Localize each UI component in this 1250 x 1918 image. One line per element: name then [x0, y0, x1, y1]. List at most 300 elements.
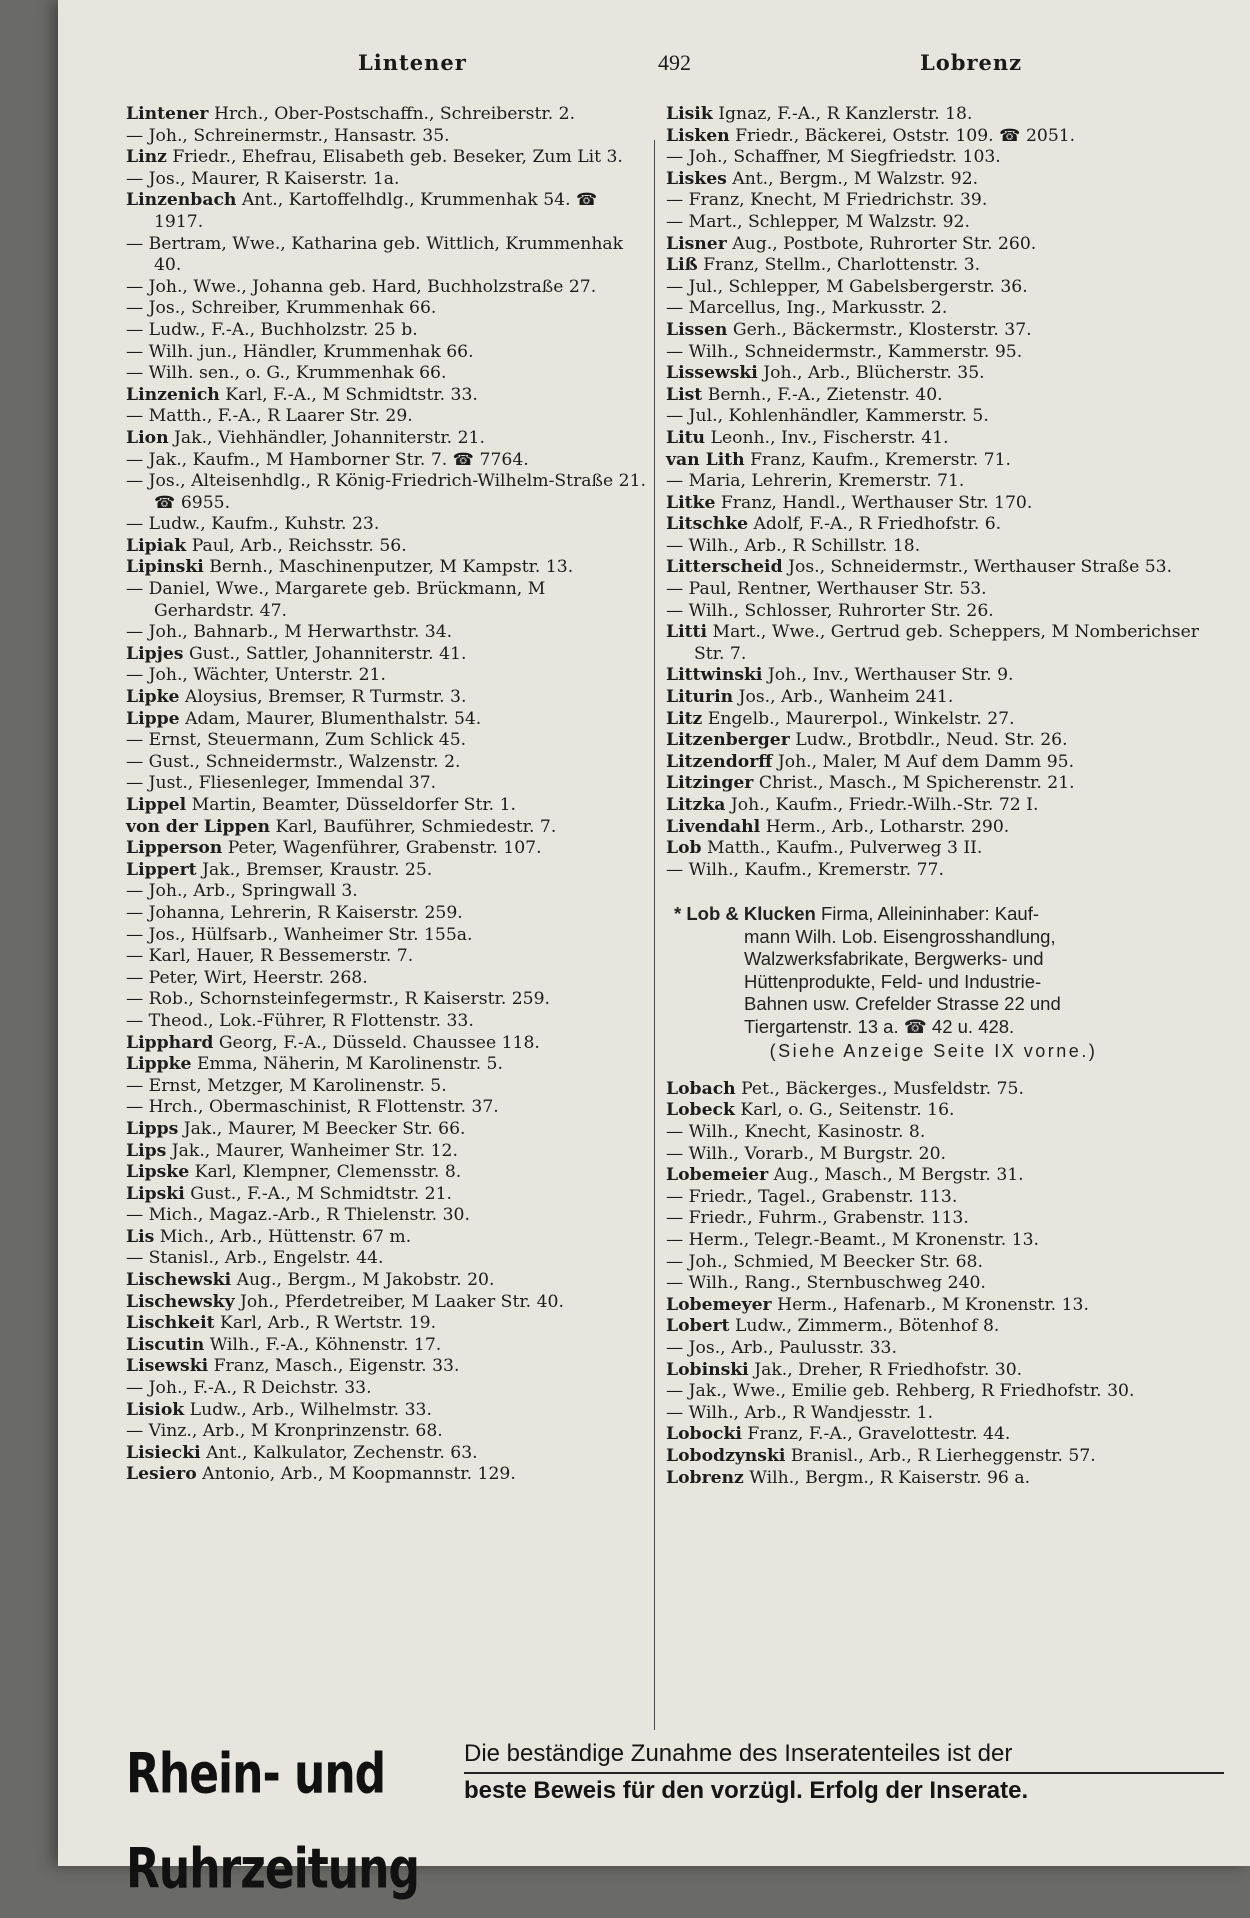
entry-details: — Ernst, Metzger, M Karolinenstr. 5.: [126, 1075, 447, 1096]
entry-details: — Joh., Schreinermstr., Hansastr. 35.: [126, 125, 450, 146]
directory-entry: [126, 406, 646, 428]
entry-surname: Linzenbach: [126, 190, 237, 211]
entry-details: Aloysius, Bremser, R Turmstr. 3.: [184, 687, 467, 708]
directory-entry: [666, 1165, 1201, 1187]
directory-entry: [126, 536, 646, 558]
directory-entry: [126, 860, 646, 882]
entry-details: Peter, Wagenführer, Grabenstr. 107.: [227, 838, 542, 859]
ad-line1: Firma, Alleininhaber: Kauf-: [821, 903, 1039, 925]
entry-surname: Lob: [666, 838, 702, 859]
entry-details: Emma, Näherin, M Karolinenstr. 5.: [196, 1054, 503, 1075]
page-header: [128, 50, 1210, 90]
directory-entry: [666, 730, 1201, 752]
directory-entry: [126, 428, 646, 450]
directory-entry: [666, 1273, 1201, 1295]
entry-details: Paul, Arb., Reichsstr. 56.: [191, 535, 407, 556]
entry-details: — Vinz., Arb., M Kronprinzenstr. 68.: [126, 1421, 443, 1442]
directory-entry: [666, 1100, 1201, 1122]
directory-entry: [126, 968, 646, 990]
entry-surname: Lipperson: [126, 838, 223, 859]
directory-entry: [666, 601, 1201, 623]
entry-details: Jos., Schneidermstr., Werthauser Straße 53.: [788, 557, 1173, 578]
entry-details: Herm., Hafenarb., M Kronenstr. 13.: [777, 1294, 1089, 1315]
entry-details: Aug., Masch., M Bergstr. 31.: [773, 1165, 1024, 1186]
directory-entry: [126, 450, 646, 472]
entry-details: Branisl., Arb., R Lierheggenstr. 57.: [790, 1445, 1096, 1466]
entry-details: Ant., Kartoffelhdlg., Krummenhak 54. ☎ 1917.: [154, 190, 598, 232]
footer-slogan-line1: Die beständige Zunahme des Inseratenteiles ist der: [464, 1737, 1224, 1774]
directory-entry: [126, 1292, 646, 1314]
entry-details: — Peter, Wirt, Heerstr. 268.: [126, 967, 368, 988]
entry-surname: Lipinski: [126, 557, 204, 578]
directory-entry: [666, 557, 1201, 579]
directory-entry: [666, 536, 1201, 558]
entry-details: — Joh., Wwe., Johanna geb. Hard, Buchholzstraße 27.: [126, 276, 597, 297]
entry-surname: List: [666, 384, 703, 405]
directory-entry: [126, 298, 646, 320]
directory-entry: [126, 557, 646, 579]
entry-details: — Jul., Kohlenhändler, Kammerstr. 5.: [666, 406, 989, 427]
entry-details: Herm., Arb., Lotharstr. 290.: [765, 816, 1010, 837]
entry-details: — Friedr., Tagel., Grabenstr. 113.: [666, 1186, 958, 1207]
ad-body-line: mann Wilh. Lob. Eisengrosshandlung,: [744, 925, 1056, 947]
entry-surname: Lippert: [126, 859, 197, 880]
entry-details: — Maria, Lehrerin, Kremerstr. 71.: [666, 471, 965, 492]
right-column-entries-bottom: [666, 1079, 1201, 1489]
directory-entry: [126, 1400, 646, 1422]
entry-surname: Lis: [126, 1226, 155, 1247]
directory-entry: [666, 1230, 1201, 1252]
directory-entry: [666, 255, 1201, 277]
entry-surname: Lipphard: [126, 1032, 214, 1053]
directory-entry: [126, 795, 646, 817]
entry-details: Joh., Kaufm., Friedr.-Wilh.-Str. 72 I.: [730, 795, 1039, 815]
entry-surname: Lipjes: [126, 643, 184, 664]
ad-body-line: Hüttenprodukte, Feld- und Industrie-: [744, 970, 1042, 992]
directory-entry: [666, 579, 1201, 601]
ad-body: [666, 926, 1201, 1039]
directory-entry: [126, 1054, 646, 1076]
entry-surname: Litterscheid: [666, 557, 783, 578]
directory-entry: [666, 1403, 1201, 1425]
page-number: 492: [658, 50, 691, 75]
directory-entry: [126, 1076, 646, 1098]
entry-details: Karl, Arb., R Wertstr. 19.: [220, 1313, 437, 1334]
entry-surname: Lobert: [666, 1316, 730, 1337]
entry-surname: Lippke: [126, 1054, 192, 1075]
directory-entry: [126, 881, 646, 903]
entry-surname: Lischewsky: [126, 1291, 235, 1312]
entry-details: Bernh., Maschinenputzer, M Kampstr. 13.: [209, 557, 574, 578]
directory-entry: [126, 385, 646, 407]
entry-details: — Paul, Rentner, Werthauser Str. 53.: [666, 579, 987, 600]
directory-entry: [666, 126, 1201, 148]
entry-details: Karl, F.-A., M Schmidtstr. 33.: [225, 384, 478, 405]
directory-entry: [126, 277, 646, 299]
entry-details: Martin, Beamter, Düsseldorfer Str. 1.: [191, 795, 517, 815]
entry-details: — Just., Fliesenleger, Immendal 37.: [126, 773, 437, 794]
directory-entry: [666, 104, 1201, 126]
entry-details: — Jul., Schlepper, M Gabelsbergerstr. 36.: [666, 276, 1028, 297]
entry-details: Adolf, F.-A., R Friedhofstr. 6.: [753, 514, 1002, 535]
entry-surname: van Lith: [666, 449, 745, 470]
entry-surname: Liskes: [666, 168, 727, 189]
entry-details: — Wilh., Knecht, Kasinostr. 8.: [666, 1122, 926, 1143]
directory-entry: [666, 1381, 1201, 1403]
entry-surname: Lipiak: [126, 535, 187, 556]
directory-entry: [126, 190, 646, 233]
directory-entry: [666, 298, 1201, 320]
entry-details: — Joh., Bahnarb., M Herwarthstr. 34.: [126, 622, 453, 643]
right-column: [666, 104, 1201, 1489]
entry-details: Mich., Arb., Hüttenstr. 67 m.: [159, 1226, 412, 1247]
directory-entry: [666, 514, 1201, 536]
directory-entry: [126, 320, 646, 342]
entry-details: — Friedr., Fuhrm., Grabenstr. 113.: [666, 1208, 969, 1229]
entry-details: Franz, Handl., Werthauser Str. 170.: [720, 492, 1033, 513]
entry-details: — Jos., Arb., Paulusstr. 33.: [666, 1338, 897, 1358]
entry-details: — Mich., Magaz.-Arb., R Thielenstr. 30.: [126, 1205, 470, 1226]
entry-surname: Lisik: [666, 104, 713, 124]
directory-entry: [126, 1421, 646, 1443]
entry-surname: Lischewski: [126, 1270, 232, 1291]
directory-entry: [666, 1079, 1201, 1101]
directory-entry: [666, 687, 1201, 709]
entry-surname: von der Lippen: [126, 816, 271, 837]
entry-surname: Lobemeier: [666, 1165, 769, 1186]
directory-entry: [666, 1187, 1201, 1209]
entry-details: — Wilh., Kaufm., Kremerstr. 77.: [666, 859, 944, 880]
entry-surname: Litti: [666, 622, 708, 643]
entry-surname: Lion: [126, 427, 169, 448]
entry-surname: Linzenich: [126, 384, 220, 405]
directory-entry: [126, 1443, 646, 1465]
entry-details: Ludw., Arb., Wilhelmstr. 33.: [189, 1399, 432, 1420]
directory-entry: [126, 752, 646, 774]
entry-details: Adam, Maurer, Blumenthalstr. 54.: [185, 708, 482, 729]
entry-surname: Lippel: [126, 795, 187, 815]
ad-firm-name: Lob & Klucken: [686, 903, 816, 925]
directory-entry: [126, 1141, 646, 1163]
directory-entry: [126, 925, 646, 947]
directory-entry: [666, 1468, 1201, 1490]
entry-surname: Litzinger: [666, 773, 754, 794]
entry-details: Aug., Bergm., M Jakobstr. 20.: [236, 1270, 495, 1291]
entry-surname: Lipps: [126, 1118, 179, 1139]
directory-entry: [126, 363, 646, 385]
column-divider: [654, 140, 655, 1730]
entry-details: — Jak., Wwe., Emilie geb. Rehberg, R Friedhofstr. 30.: [666, 1381, 1135, 1402]
entry-details: Jos., Arb., Wanheim 241.: [738, 687, 954, 708]
entry-details: — Gust., Schneidermstr., Walzenstr. 2.: [126, 751, 461, 772]
directory-entry: [666, 1446, 1201, 1468]
directory-entry: [666, 212, 1201, 234]
entry-details: — Mart., Schlepper, M Walzstr. 92.: [666, 211, 970, 232]
entry-details: — Wilh., Schneidermstr., Kammerstr. 95.: [666, 341, 1023, 362]
directory-entry: [126, 773, 646, 795]
directory-entry: [126, 1356, 646, 1378]
entry-details: Franz, Kaufm., Kremerstr. 71.: [750, 449, 1011, 470]
entry-surname: Lisner: [666, 233, 727, 254]
entry-details: Joh., Arb., Blücherstr. 35.: [763, 363, 985, 384]
entry-details: — Wilh. jun., Händler, Krummenhak 66.: [126, 341, 474, 362]
entry-details: Hrch., Ober-Postschaffn., Schreiberstr. 2.: [213, 104, 576, 124]
entry-surname: Lips: [126, 1140, 167, 1161]
entry-details: — Marcellus, Ing., Markusstr. 2.: [666, 298, 948, 319]
entry-details: — Wilh., Schlosser, Ruhrorter Str. 26.: [666, 600, 994, 621]
entry-details: Karl, o. G., Seitenstr. 16.: [740, 1100, 955, 1121]
directory-entry: [126, 817, 646, 839]
directory-entry: [666, 622, 1201, 665]
directory-entry: [126, 147, 646, 169]
ad-body-line: Walzwerksfabrikate, Bergwerks- und: [744, 948, 1044, 970]
header-left-keyword: Lintener: [358, 50, 467, 75]
entry-details: Ignaz, F.-A., R Kanzlerstr. 18.: [718, 104, 973, 124]
entry-surname: Lipke: [126, 687, 180, 708]
directory-entry: [126, 1011, 646, 1033]
directory-entry: [666, 169, 1201, 191]
entry-details: — Wilh., Vorarb., M Burgstr. 20.: [666, 1143, 947, 1164]
entry-details: Joh., Inv., Werthauser Str. 9.: [767, 665, 1014, 686]
directory-entry: [126, 730, 646, 752]
directory-entry: [126, 1205, 646, 1227]
directory-entry: [126, 1097, 646, 1119]
directory-entry: [126, 1378, 646, 1400]
directory-entry: [666, 190, 1201, 212]
ad-star: *: [674, 903, 682, 925]
entry-details: Ludw., Brotbdlr., Neud. Str. 26.: [795, 730, 1068, 751]
directory-entry: [666, 406, 1201, 428]
entry-details: Franz, Masch., Eigenstr. 33.: [213, 1356, 460, 1377]
directory-entry: [666, 320, 1201, 342]
directory-entry: [666, 363, 1201, 385]
entry-details: — Theod., Lok.-Führer, R Flottenstr. 33.: [126, 1010, 474, 1031]
entry-surname: Litzenberger: [666, 730, 790, 751]
directory-entry: [126, 1464, 646, 1486]
footer-slogan: [464, 1737, 1224, 1808]
directory-entry: [666, 1122, 1201, 1144]
entry-surname: Lisken: [666, 125, 730, 146]
directory-entry: [126, 126, 646, 148]
directory-entry: [126, 665, 646, 687]
entry-surname: Lobinski: [666, 1359, 749, 1380]
entry-surname: Lisewski: [126, 1356, 209, 1377]
entry-details: — Rob., Schornsteinfegermstr., R Kaiserstr. 259.: [126, 989, 551, 1010]
entry-details: Wilh., Bergm., R Kaiserstr. 96 a.: [749, 1467, 1031, 1488]
entry-details: Jak., Maurer, Wanheimer Str. 12.: [171, 1140, 458, 1161]
directory-entry: [126, 709, 646, 731]
entry-surname: Lesiero: [126, 1464, 197, 1485]
entry-surname: Lissewski: [666, 363, 758, 384]
entry-details: Engelb., Maurerpol., Winkelstr. 27.: [707, 708, 1015, 729]
directory-entry: [126, 687, 646, 709]
left-column: [126, 104, 646, 1486]
entry-surname: Lisiok: [126, 1399, 185, 1420]
directory-entry: [126, 234, 646, 277]
entry-details: — Herm., Telegr.-Beamt., M Kronenstr. 13.: [666, 1230, 1040, 1251]
entry-details: Ludw., Zimmerm., Bötenhof 8.: [734, 1316, 1000, 1337]
entry-details: — Jos., Maurer, R Kaiserstr. 1a.: [126, 168, 400, 189]
entry-details: — Joh., Wächter, Unterstr. 21.: [126, 665, 386, 686]
entry-surname: Lipske: [126, 1162, 190, 1183]
directory-entry: [666, 1360, 1201, 1382]
directory-entry: [126, 1033, 646, 1055]
entry-surname: Lobeck: [666, 1100, 735, 1121]
entry-details: Franz, Stellm., Charlottenstr. 3.: [703, 255, 981, 276]
footer-slogan-line2: beste Beweis für den vorzügl. Erfolg der Inserate.: [464, 1777, 1029, 1804]
entry-details: Karl, Klempner, Clemensstr. 8.: [194, 1162, 462, 1183]
directory-entry: [666, 277, 1201, 299]
entry-details: — Ludw., Kaufm., Kuhstr. 23.: [126, 514, 380, 535]
entry-details: Joh., Maler, M Auf dem Damm 95.: [777, 751, 1075, 772]
directory-entry: [666, 1252, 1201, 1274]
directory-entry: [126, 342, 646, 364]
entry-details: — Ernst, Steuermann, Zum Schlick 45.: [126, 730, 467, 751]
entry-surname: Lobach: [666, 1078, 736, 1099]
entry-details: — Matth., F.-A., R Laarer Str. 29.: [126, 406, 413, 427]
entry-details: Ant., Kalkulator, Zechenstr. 63.: [206, 1442, 478, 1463]
directory-entry: [666, 450, 1201, 472]
ad-body-line: Tiergartenstr. 13 a. ☎ 42 u. 428.: [744, 1015, 1015, 1037]
entry-details: — Wilh., Arb., R Schillstr. 18.: [666, 535, 921, 556]
directory-entry: [126, 1119, 646, 1141]
entry-details: Gerh., Bäckermstr., Klosterstr. 37.: [732, 319, 1032, 340]
directory-entry: [666, 709, 1201, 731]
entry-details: Leonh., Inv., Fischerstr. 41.: [710, 427, 949, 448]
directory-entry: [666, 817, 1201, 839]
entry-surname: Lobocki: [666, 1424, 742, 1445]
directory-entry: [126, 1248, 646, 1270]
entry-details: Karl, Bauführer, Schmiedestr. 7.: [275, 816, 557, 837]
directory-entry: [126, 514, 646, 536]
entry-surname: Litschke: [666, 514, 749, 535]
directory-entry: [666, 385, 1201, 407]
directory-entry: [666, 493, 1201, 515]
header-right-keyword: Lobrenz: [920, 50, 1023, 75]
directory-entry: [126, 946, 646, 968]
entry-details: — Jos., Hülfsarb., Wanheimer Str. 155a.: [126, 924, 473, 945]
directory-entry: [126, 989, 646, 1011]
entry-details: — Joh., Arb., Springwall 3.: [126, 881, 358, 902]
directory-entry: [126, 1184, 646, 1206]
entry-details: Jak., Viehhändler, Johanniterstr. 21.: [174, 427, 485, 448]
entry-details: Wilh., F.-A., Köhnenstr. 17.: [209, 1334, 442, 1355]
entry-surname: Lobodzynski: [666, 1445, 786, 1466]
entry-details: — Jak., Kaufm., M Hamborner Str. 7. ☎ 7764.: [126, 449, 529, 470]
entry-details: — Daniel, Wwe., Margarete geb. Brückmann, M Gerhardstr. 47.: [126, 579, 546, 621]
directory-entry: [666, 471, 1201, 493]
directory-entry: [666, 147, 1201, 169]
entry-details: Joh., Pferdetreiber, M Laaker Str. 40.: [240, 1291, 564, 1312]
entry-surname: Litke: [666, 492, 716, 513]
entry-details: — Wilh., Rang., Sternbuschweg 240.: [666, 1273, 986, 1294]
entry-details: — Joh., Schaffner, M Siegfriedstr. 103.: [666, 147, 1001, 168]
directory-entry: [126, 1270, 646, 1292]
entry-details: — Wilh., Arb., R Wandjesstr. 1.: [666, 1402, 934, 1423]
entry-details: — Jos., Schreiber, Krummenhak 66.: [126, 298, 437, 319]
directory-entry: [126, 1313, 646, 1335]
directory-entry: [666, 773, 1201, 795]
entry-surname: Lisiecki: [126, 1442, 201, 1463]
entry-details: Friedr., Bäckerei, Oststr. 109. ☎ 2051.: [735, 125, 1076, 146]
entry-details: Bernh., F.-A., Zietenstr. 40.: [707, 384, 943, 405]
directory-entry: [126, 1162, 646, 1184]
directory-entry: [666, 1295, 1201, 1317]
entry-surname: Lobemeyer: [666, 1294, 772, 1315]
ad-body-line: Bahnen usw. Crefelder Strasse 22 und: [744, 993, 1061, 1015]
directory-entry: [666, 838, 1201, 860]
entry-details: Jak., Bremser, Kraustr. 25.: [202, 859, 433, 880]
ad-reference: (Siehe Anzeige Seite IX vorne.): [769, 1041, 1098, 1062]
directory-entry: [666, 1208, 1201, 1230]
directory-entry: [666, 1338, 1201, 1360]
directory-entry: [126, 644, 646, 666]
directory-entry: [666, 752, 1201, 774]
directory-entry: [126, 1335, 646, 1357]
entry-details: Pet., Bäckerges., Musfeldstr. 75.: [741, 1078, 1024, 1099]
directory-page: [58, 0, 1250, 1902]
entry-details: Jak., Maurer, M Beecker Str. 66.: [183, 1118, 466, 1139]
entry-details: Georg, F.-A., Düsseld. Chaussee 118.: [218, 1032, 540, 1053]
entry-surname: Lippe: [126, 708, 180, 729]
entry-surname: Lissen: [666, 319, 728, 340]
directory-entry: [666, 342, 1201, 364]
entry-surname: Littwinski: [666, 665, 763, 686]
entry-details: Ant., Bergm., M Walzstr. 92.: [732, 168, 979, 189]
directory-entry: [126, 169, 646, 191]
entry-details: — Bertram, Wwe., Katharina geb. Wittlich, Krummenhak 40.: [126, 233, 624, 276]
entry-details: Gust., Sattler, Johanniterstr. 41.: [188, 643, 467, 664]
entry-surname: Liscutin: [126, 1334, 205, 1355]
directory-entry: [666, 234, 1201, 256]
entry-details: Antonio, Arb., M Koopmannstr. 129.: [202, 1464, 516, 1485]
entry-details: — Stanisl., Arb., Engelstr. 44.: [126, 1248, 384, 1269]
entry-details: — Jos., Alteisenhdlg., R König-Friedrich-Wilhelm-Straße 21. ☎ 6955.: [126, 471, 646, 513]
entry-details: — Karl, Hauer, R Bessemerstr. 7.: [126, 946, 414, 967]
entry-details: Christ., Masch., M Spicherenstr. 21.: [758, 773, 1075, 794]
entry-surname: Liturin: [666, 687, 734, 708]
entry-details: — Franz, Knecht, M Friedrichstr. 39.: [666, 190, 988, 211]
directory-entry: [126, 622, 646, 644]
directory-entry: [666, 428, 1201, 450]
advertisement-entry: [666, 903, 1201, 1063]
directory-entry: [666, 795, 1201, 817]
entry-details: Aug., Postbote, Ruhrorter Str. 260.: [732, 233, 1037, 254]
entry-details: Gust., F.-A., M Schmidtstr. 21.: [190, 1183, 453, 1204]
entry-surname: Lipski: [126, 1183, 185, 1204]
directory-entry: [126, 579, 646, 622]
directory-entry: [666, 1144, 1201, 1166]
entry-surname: Litzka: [666, 795, 726, 815]
entry-details: Friedr., Ehefrau, Elisabeth geb. Beseker, Zum Lit 3.: [172, 147, 623, 168]
entry-details: — Johanna, Lehrerin, R Kaiserstr. 259.: [126, 902, 463, 923]
entry-surname: Linz: [126, 147, 167, 168]
entry-surname: Lintener: [126, 104, 209, 124]
entry-details: — Hrch., Obermaschinist, R Flottenstr. 37.: [126, 1097, 499, 1118]
entry-surname: Liß: [666, 255, 698, 276]
entry-surname: Lobrenz: [666, 1467, 744, 1488]
entry-details: — Joh., Schmied, M Beecker Str. 68.: [666, 1251, 983, 1272]
directory-entry: [666, 860, 1201, 882]
directory-entry: [126, 903, 646, 925]
entry-surname: Litzendorff: [666, 751, 773, 772]
entry-surname: Litu: [666, 427, 706, 448]
directory-entry: [126, 838, 646, 860]
directory-entry: [126, 471, 646, 514]
entry-details: Franz, F.-A., Gravelottestr. 44.: [747, 1424, 1011, 1445]
entry-details: Jak., Dreher, R Friedhofstr. 30.: [754, 1359, 1023, 1380]
entry-surname: Lischkeit: [126, 1313, 215, 1334]
